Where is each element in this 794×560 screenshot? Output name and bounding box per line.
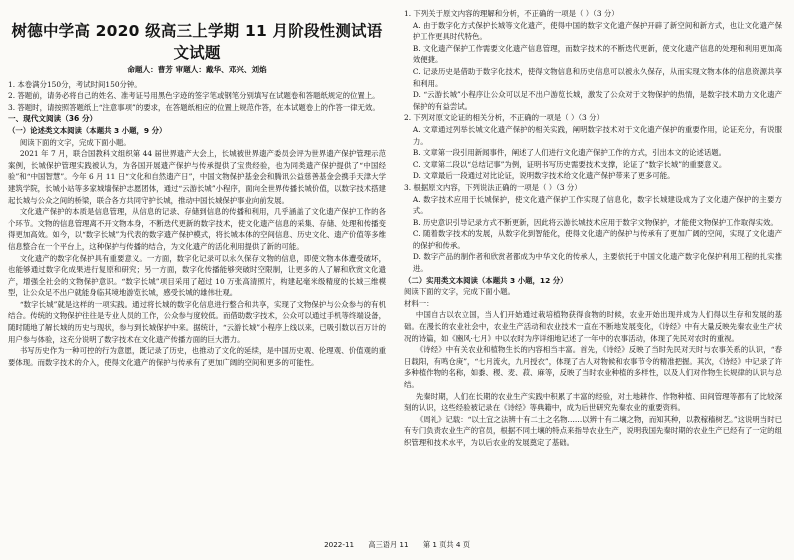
left-column <box>8 8 386 368</box>
option-a: A. 数字技术应用于长城保护，使文化遗产保护工作实现了信息化，数字长城建设成为了文化遗产保护的主要方式。 <box>412 194 782 216</box>
passage-paragraph: 2021 年 7 月，联合国教科文组织第 44 届世界遗产大会上，长城被世界遗产委员会评为世界遗产保护管理示范案例，长城保护管理实践被认为，为各国开展遗产保护与传承提供了宝贵经验，也为同类遗产保护提供了“中国经验”和“中国智慧”。今年 6 月 11 日“文化和自然遗产日”，中国文物保护基金会和腾讯公益慈善基金会携手天津大学建筑学院，长城小站等多家城墙保护志愿团体，通过“云游长城”小程序，面向全世界传播长城价值，以数字技术搭建起长城与公众之间的桥梁，联合各方共同守护长城，推动中国长城保护事业向前发展。 <box>8 149 386 205</box>
passage-paragraph: 《诗经》中有关农业和植物生长的内容相当丰富。首先，《诗经》反映了当时先民对天时与农事关系的认识，“春日载阳，有鸣仓庚”，“七月流火，九月授衣”，体现了古人对物候和农事节令的精准把握。其次，《诗经》中记录了许多种植作物的名称，如黍、稷、麦、菽、麻等，反映了当时农业种植的多样性，以及人们对作物生长规律的认识与总结。 <box>404 345 782 389</box>
note-item: 3. 答题时，请按照答题纸上“注意事项”的要求，在答题纸相应的位置上规范作答，在本试题卷上的作答一律无效。 <box>8 102 380 112</box>
page-footer <box>0 540 794 550</box>
question-1 <box>404 8 782 112</box>
question-stem: 2. 下列对原文论证的相关分析，不正确的一项是（ ）（3 分） <box>404 113 604 123</box>
note-item: 1. 本卷满分150分，考试时间150分钟。 <box>8 79 142 89</box>
exam-notes <box>8 79 386 114</box>
passage-paragraph: 中国自古以农立国，当人们开始通过栽培植物获得食物的时候，农业开始出现并成为人们得以生存和发展的基础。在漫长的农业社会中，农业生产活动和农业技术一直在不断地发展变化，《诗经》中有大量反映先秦农业生产状况的诗篇，如《豳风·七月》中以农时为序详细地记述了一年中的农事活动，体现了先民对农时的重视。 <box>404 310 782 343</box>
authors-line: 命题人：曹芳 审题人：戴华、邓兴、刘焰 <box>127 65 267 74</box>
page-title: 树德中学高 2020 级高三上学期 11 月阶段性测试语文试题 <box>11 22 383 62</box>
note-item: 2. 答题前，请务必将自己的姓名、准考证号用黑色字迹的签字笔或钢笔分别填写在试题卷和答题纸规定的位置上。 <box>8 91 380 101</box>
passage-paragraph: 先秦时期，人们在长期的农业生产实践中积累了丰富的经验，对土地耕作、作物种植、田间管理等都有了比较深刻的认识，这些经验被记录在《诗经》等典籍中，成为后世研究先秦农业的重要资料。 <box>404 391 782 413</box>
option-a: A. 文章通过列举长城文化遗产保护的相关实践，阐明数字技术对于文化遗产保护的重要作用，论证充分，有说服力。 <box>412 124 782 146</box>
footer-exam: 高三语月 11 <box>368 540 409 549</box>
reading-passage <box>8 137 386 369</box>
passage-paragraph: 书写历史作为一种可控的行为意愿，既记录了历史，也推动了文化的延续，是中国历史观、伦理观、价值观的重要体现。而数字技术的介入，使得文化遗产的保护与传承有了更加广阔的空间和更多的可能性。 <box>8 346 386 367</box>
option-d: D. 文章最后一段通过对比论证，说明数字技术给文化遗产保护带来了更多可能。 <box>412 171 675 181</box>
option-b: B. 文章第一段引用新闻事件，阐述了人们进行文化遗产保护工作的方式，引出本文的论述话题。 <box>412 148 727 158</box>
question-stem: 3. 根据原文内容，下列说法正确的一项是（ ）（3 分） <box>404 182 582 192</box>
subsection-heading: （一）论述类文本阅读（本题共 3 小题，9 分） <box>8 125 167 135</box>
passage-paragraph: “数字长城”就是这样的一项实践。通过将长城的数字化信息进行整合和共享，实现了文物保护与公众参与的有机结合。传统的文物保护往往是专业人员的工作，公众参与度较低。而借助数字技术，公众可以通过手机等终端设备，随时随地了解长城的历史与现状，参与到长城保护中来。据统计，“云游长城”小程序上线以来，已吸引数以百万计的用户参与体验，这充分说明了数字技术在文化遗产传播方面的巨大潜力。 <box>8 299 386 344</box>
option-a: A. 由于数字化方式保护长城等文化遗产，使得中国的数字文化遗产保护开辟了新空间和新方式，也让文化遗产保护工作更具时代特色。 <box>412 20 782 42</box>
option-d: D. “云游长城”小程序让公众可以足不出户游览长城，激发了公众对于文物保护的热情，是数字技术助力文化遗产保护的有益尝试。 <box>412 90 782 111</box>
passage-intro: 阅读下面的文字，完成下面小题。 <box>19 137 131 147</box>
option-c: C. 文章第二段以“总结记事”为例，证明书写历史需要技术支撑，论证了“数字长城”的重要意义。 <box>412 159 727 169</box>
option-d: D. 数字产品的制作者和欣赏者都成为中华文化的传承人，主要依托于中国文化遗产数字化保护利用工程的扎实推进。 <box>412 252 782 274</box>
option-c: C. 随着数字技术的发展，从数字化到智能化，使得文化遗产的保护与传承有了更加广阔的空间，实现了文化遗产的保护和传承。 <box>412 229 782 250</box>
reading-passage <box>404 309 782 448</box>
passage-intro: 阅读下面的文字，完成下面小题。 <box>404 287 515 297</box>
question-stem: 1. 下列关于原文内容的理解和分析，不正确的一项是（ ）（3 分） <box>404 9 619 18</box>
passage-paragraph: 文化遗产保护的本质是信息管理，从信息的记录、存储到信息的传播和利用，几乎涵盖了文化遗产保护工作的各个环节。文物的信息管理离不开文物本身，不断迭代更新的数字技术，使文化遗产信息的采集、存储、处理和传播变得更加高效。如今，以“数字长城”为代表的数字遗产保护模式，将长城本体的空间信息、历史文化、遗产价值等多维信息整合在一个平台上，这种保护与传播的结合，为文化遗产的活化利用提供了新的可能。 <box>8 207 386 251</box>
section-heading: 一、现代文阅读（36 分） <box>8 114 98 124</box>
question-3 <box>404 182 782 275</box>
passage-paragraph: 文化遗产的数字化保护具有重要意义。一方面，数字化记录可以永久保存文物的信息，即使文物本体遭受破坏，也能够通过数字化成果进行复原和研究；另一方面，数字化传播能够突破时空限制，让更多的人了解和欣赏文化遗产，增强全社会的文物保护意识。“数字长城”项目采用了超过 10 万张高清照片，构建起毫米级精度的长城三维模型，让公众足不出户就能身临其境地游览长城，感受长城的雄伟壮观。 <box>8 253 386 298</box>
option-c: C. 记录历史是借助于数字化技术，使得文物信息和历史信息可以被永久保存，从而实现文物本体的信息资源共享和利用。 <box>412 66 782 88</box>
right-column <box>404 8 782 449</box>
footer-date: 2022-11 <box>324 540 355 549</box>
material-label: 材料一： <box>404 298 434 308</box>
question-2 <box>404 112 782 182</box>
footer-page-number: 第 1 页共 4 页 <box>422 540 470 549</box>
option-b: B. 文化遗产保护工作需要文化遗产信息管理，而数字技术的不断迭代更新，使文化遗产信息的处理和利用更加高效便捷。 <box>412 43 782 65</box>
option-b: B. 历史意识引导记录方式不断更新，因此将云游长城技术应用于数字文物保护，才能使文物保护工作取得实效。 <box>412 217 778 227</box>
passage-paragraph: 《周礼》记载：“以土宜之法辨十有二土之名物……以辨十有二壤之物，而知其种，以教稼穑树艺。”这说明当时已有专门负责农业生产的官员，根据不同土壤的特点来指导农业生产，说明我国先秦时期的农业生产已经有了一定的组织管理和技术水平，为以后农业的发展奠定了基础。 <box>404 414 782 447</box>
subsection-heading: （二）实用类文本阅读（本题共 3 小题，12 分） <box>404 275 568 285</box>
